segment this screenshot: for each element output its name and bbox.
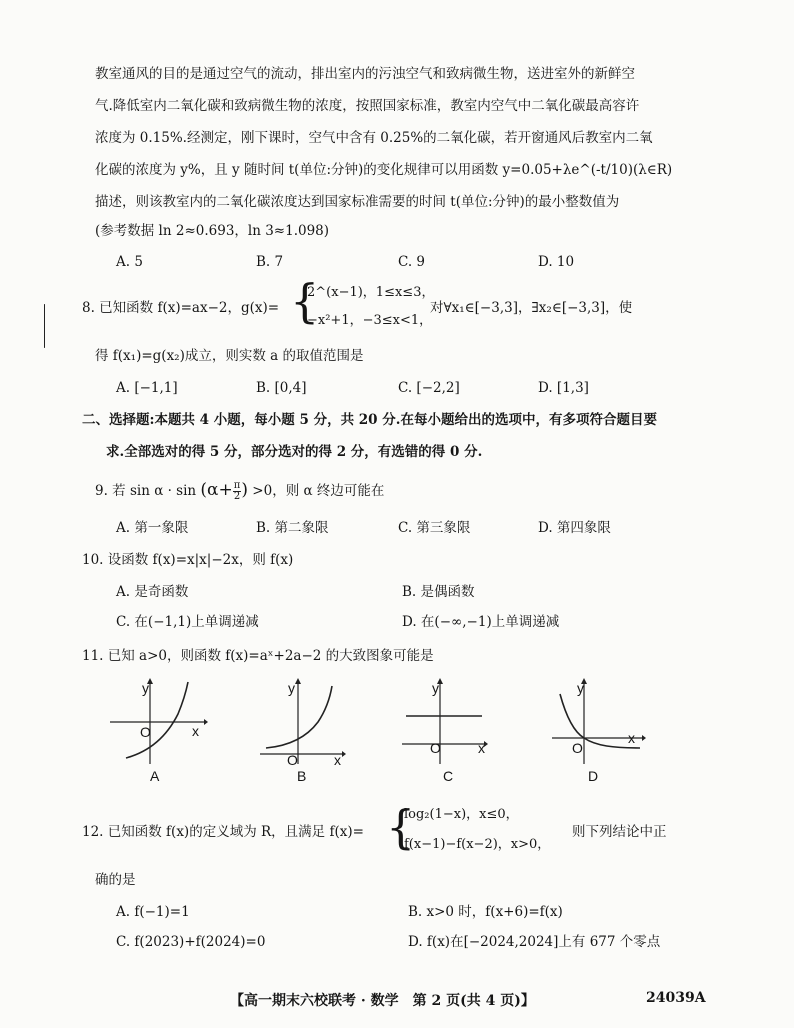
q9-stem-a: 9. 若 sin α · sin xyxy=(95,483,197,499)
q12-option-a: A. f(−1)=1 xyxy=(116,904,190,920)
q7-option-a: A. 5 xyxy=(116,254,143,270)
q7-option-b: B. 7 xyxy=(256,254,284,270)
graph-d xyxy=(550,676,650,766)
q12-piece-1: log₂(1−x)，x≤0， xyxy=(404,807,519,822)
graph-c-label: C xyxy=(443,768,454,784)
q12-stem-tail: 则下列结论中正 xyxy=(572,824,667,840)
q9-option-d: D. 第四象限 xyxy=(538,520,611,536)
q8-line-2: 得 f(x₁)=g(x₂)成立，则实数 a 的取值范围是 xyxy=(95,348,364,364)
graph-b-y: y xyxy=(288,680,295,696)
graph-d-y: y xyxy=(577,680,584,696)
q12-stem: 12. 已知函数 f(x)的定义域为 R，且满足 f(x)= xyxy=(82,824,364,840)
q8-brace: { xyxy=(290,274,320,328)
q12-line-2: 确的是 xyxy=(95,872,136,888)
q12-option-d: D. f(x)在[−2024,2024]上有 677 个零点 xyxy=(408,934,661,950)
graph-a-o: O xyxy=(140,724,151,740)
q8-stem-tail: 对∀x₁∈[−3,3]，∃x₂∈[−3,3]，使 xyxy=(430,300,633,316)
graph-c-x: x xyxy=(478,740,485,756)
q9-pi-over-2: $\frac{\pi}{2}$ xyxy=(233,480,241,502)
q9-option-a: A. 第一象限 xyxy=(116,520,189,536)
graph-a-y: y xyxy=(142,680,149,696)
q8-option-d: D. [1,3] xyxy=(538,380,589,396)
q8-option-b: B. [0,4] xyxy=(256,380,307,396)
q12-brace: { xyxy=(386,800,416,854)
q10-option-b: B. 是偶函数 xyxy=(402,584,475,600)
q7-option-d: D. 10 xyxy=(538,254,575,270)
q9-option-c: C. 第三象限 xyxy=(398,520,471,536)
q9-option-b: B. 第二象限 xyxy=(256,520,329,536)
q7-line-4: 化碳的浓度为 y%，且 y 随时间 t(单位:分钟)的变化规律可以用函数 y=0.05+λe^(-t/10)(λ∈R) xyxy=(95,162,673,178)
q7-line-2: 气.降低室内二氧化碳和致病微生物的浓度，按照国家标准，教室内空气中二氧化碳最高容许 xyxy=(95,98,640,114)
graph-b-o: O xyxy=(287,752,298,768)
q10-stem: 10. 设函数 f(x)=x|x|−2x，则 f(x) xyxy=(82,552,294,568)
graph-a-label: A xyxy=(150,768,160,784)
q10-option-d: D. 在(−∞,−1)上单调递减 xyxy=(402,614,560,630)
q9-stem xyxy=(95,480,384,502)
graph-d-label: D xyxy=(588,768,599,784)
graph-c xyxy=(400,676,490,766)
q10-option-a: A. 是奇函数 xyxy=(116,584,189,600)
q12-piece-2: f(x−1)−f(x−2)，x>0， xyxy=(404,837,551,852)
q12-option-b: B. x>0 时，f(x+6)=f(x) xyxy=(408,904,563,920)
graph-b-label: B xyxy=(297,768,307,784)
q7-line-3: 浓度为 0.15%.经测定，刚下课时，空气中含有 0.25%的二氧化碳，若开窗通风后教室内二氧 xyxy=(95,130,653,146)
q11-stem: 11. 已知 a>0，则函数 f(x)=aˣ+2a−2 的大致图象可能是 xyxy=(82,648,434,664)
q8-stem: 8. 已知函数 f(x)=ax−2，g(x)= xyxy=(82,300,280,316)
q7-option-c: C. 9 xyxy=(398,254,426,270)
q9-stem-b: >0，则 α 终边可能在 xyxy=(252,483,385,499)
q8-option-a: A. [−1,1] xyxy=(116,380,178,396)
graph-d-x: x xyxy=(628,730,635,746)
graph-c-o: O xyxy=(430,740,441,756)
footer-code: 24039A xyxy=(646,990,706,1006)
graph-a xyxy=(108,676,208,766)
q7-line-5: 描述，则该教室内的二氧化碳浓度达到国家标准需要的时间 t(单位:分钟)的最小整数值为 xyxy=(95,194,620,210)
section2-line-2: 求.全部选对的得 5 分，部分选对的得 2 分，有选错的得 0 分. xyxy=(106,444,483,460)
graph-d-o: O xyxy=(572,740,583,756)
q9-paren-open: (α+ xyxy=(200,480,233,500)
graph-b-x: x xyxy=(334,752,341,768)
q8-option-c: C. [−2,2] xyxy=(398,380,460,396)
margin-mark xyxy=(44,304,45,348)
q10-option-c: C. 在(−1,1)上单调递减 xyxy=(116,614,259,630)
graph-a-x: x xyxy=(192,723,199,739)
q7-line-1: 教室通风的目的是通过空气的流动，排出室内的污浊空气和致病微生物，送进室外的新鲜空 xyxy=(95,66,635,82)
graph-c-y: y xyxy=(432,680,439,696)
q12-option-c: C. f(2023)+f(2024)=0 xyxy=(116,934,266,950)
q7-line-6: (参考数据 ln 2≈0.693，ln 3≈1.098) xyxy=(95,223,330,239)
section2-line-1: 二、选择题:本题共 4 小题，每小题 5 分，共 20 分.在每小题给出的选项中，有多项符合题目要 xyxy=(82,412,657,428)
q8-piece-1: 2^(x−1)，1≤x≤3， xyxy=(307,285,435,300)
q8-piece-2: −x²+1，−3≤x<1， xyxy=(307,313,433,328)
q9-paren-close: ) xyxy=(241,480,248,500)
footer-title: 【高一期末六校联考 · 数学 第 2 页(共 4 页)】 xyxy=(230,993,535,1009)
